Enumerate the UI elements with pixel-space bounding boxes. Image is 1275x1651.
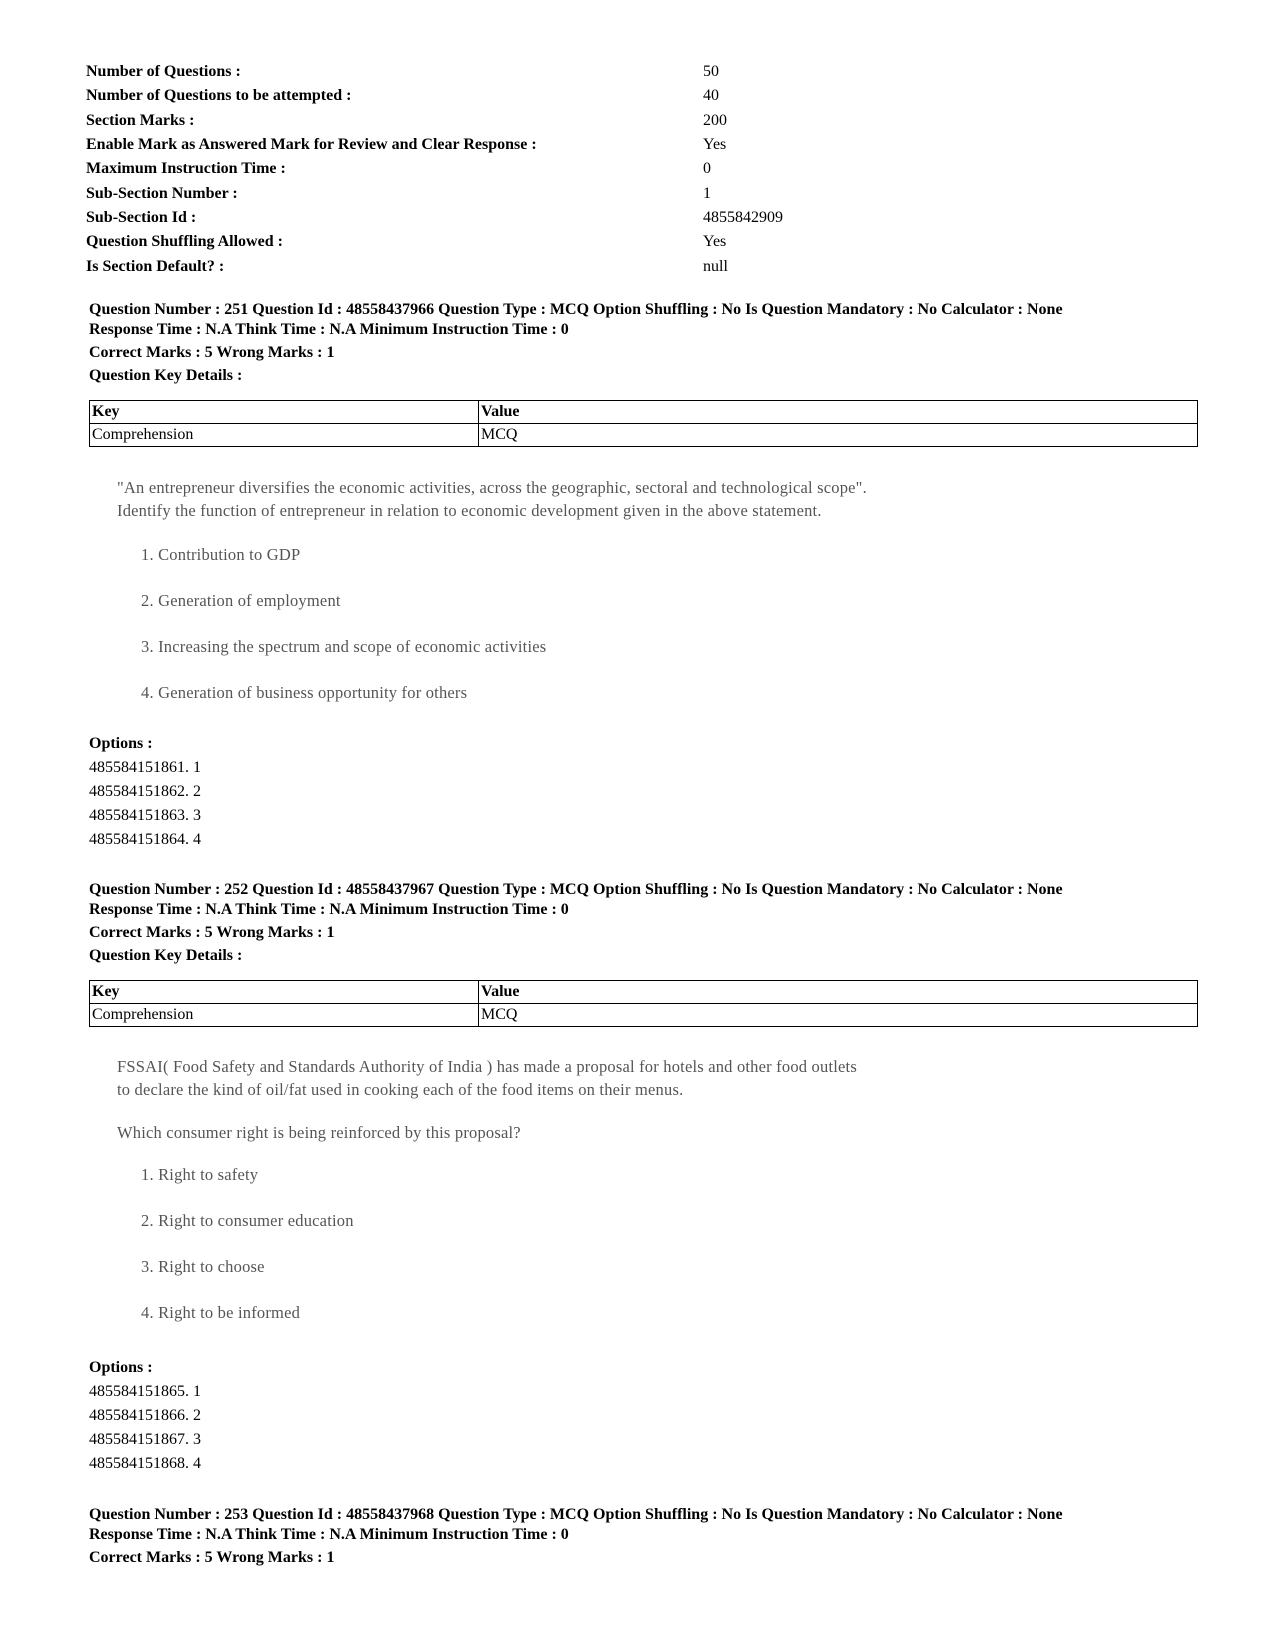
question-prompt: Which consumer right is being reinforced by this proposal?	[117, 1123, 521, 1142]
question-statement-line: FSSAI( Food Safety and Standards Authority of India ) has made a proposal for hotels and other food outlets	[117, 1057, 857, 1076]
question-info-line: Question Number : 253 Question Id : 48558437968 Question Type : MCQ Option Shuffling : No Is Question Mandatory : No Calculator : None	[89, 1506, 1063, 1523]
key-table-header-row	[90, 401, 1198, 424]
question-marks: Correct Marks : 5 Wrong Marks : 1	[89, 1549, 335, 1566]
meta-key: Maximum Instruction Time :	[86, 160, 286, 178]
meta-value: null	[703, 257, 728, 275]
meta-key: Sub-Section Number :	[86, 184, 238, 202]
key-header: Key	[90, 401, 479, 424]
question-header	[89, 880, 1209, 966]
question-choice: 3. Right to choose	[141, 1257, 265, 1276]
meta-value: 0	[703, 160, 711, 178]
question-info-line: Question Number : 251 Question Id : 48558437966 Question Type : MCQ Option Shuffling : No Is Question Mandatory : No Calculator : None	[89, 301, 1063, 318]
question-choice: 4. Right to be informed	[141, 1303, 301, 1322]
options-label: Options :	[89, 1359, 153, 1376]
option-item: 485584151866. 2	[89, 1407, 201, 1424]
option-item: 485584151862. 2	[89, 783, 201, 800]
meta-key: Section Marks :	[86, 111, 195, 129]
meta-value: 200	[703, 111, 727, 129]
option-item: 485584151863. 3	[89, 807, 201, 824]
meta-value: 50	[703, 63, 719, 81]
question-info-line: Question Number : 252 Question Id : 48558437967 Question Type : MCQ Option Shuffling : No Is Question Mandatory : No Calculator : None	[89, 881, 1063, 898]
meta-row	[86, 133, 846, 157]
question-marks: Correct Marks : 5 Wrong Marks : 1	[89, 344, 335, 361]
key-cell: Comprehension	[90, 424, 479, 447]
meta-value: Yes	[703, 136, 727, 154]
question-choice: 4. Generation of business opportunity for others	[141, 683, 468, 702]
options-list	[89, 732, 201, 852]
question-statement-line: to declare the kind of oil/fat used in cooking each of the food items on their menus.	[117, 1080, 684, 1099]
question-choice: 1. Contribution to GDP	[141, 545, 301, 564]
section-meta-table	[86, 60, 846, 279]
key-header: Key	[90, 981, 479, 1004]
question-marks: Correct Marks : 5 Wrong Marks : 1	[89, 924, 335, 941]
option-item: 485584151865. 1	[89, 1383, 201, 1400]
question-key-details-label: Question Key Details :	[89, 367, 243, 384]
question-timing-line: Response Time : N.A Think Time : N.A Minimum Instruction Time : 0	[89, 1526, 569, 1543]
option-item: 485584151864. 4	[89, 831, 201, 848]
value-cell: MCQ	[479, 424, 1198, 447]
meta-value: Yes	[703, 233, 727, 251]
meta-row	[86, 84, 846, 108]
options-list	[89, 1356, 201, 1476]
meta-key: Question Shuffling Allowed :	[86, 233, 283, 251]
question-choice: 3. Increasing the spectrum and scope of economic activities	[141, 637, 547, 656]
question-timing-line: Response Time : N.A Think Time : N.A Minimum Instruction Time : 0	[89, 901, 569, 918]
meta-value: 40	[703, 87, 719, 105]
question-statement-line: Identify the function of entrepreneur in relation to economic development given in the above statement.	[117, 501, 822, 520]
key-table-row	[90, 424, 1198, 447]
meta-row	[86, 157, 846, 181]
question-key-table	[89, 980, 1198, 1027]
meta-key: Number of Questions :	[86, 63, 241, 81]
key-cell: Comprehension	[90, 1004, 479, 1027]
value-header: Value	[479, 401, 1198, 424]
key-table-header-row	[90, 981, 1198, 1004]
meta-key: Enable Mark as Answered Mark for Review and Clear Response :	[86, 136, 537, 154]
question-header	[89, 1505, 1209, 1568]
question-key-details-label: Question Key Details :	[89, 947, 243, 964]
meta-key: Number of Questions to be attempted :	[86, 87, 352, 105]
meta-value: 1	[703, 184, 711, 202]
option-item: 485584151861. 1	[89, 759, 201, 776]
value-header: Value	[479, 981, 1198, 1004]
meta-value: 4855842909	[703, 208, 783, 226]
question-key-table	[89, 400, 1198, 447]
key-table-row	[90, 1004, 1198, 1027]
meta-row	[86, 230, 846, 254]
meta-row	[86, 254, 846, 278]
option-item: 485584151867. 3	[89, 1431, 201, 1448]
meta-row	[86, 109, 846, 133]
meta-row	[86, 60, 846, 84]
question-choice: 2. Generation of employment	[141, 591, 341, 610]
question-choice: 1. Right to safety	[141, 1165, 259, 1184]
option-item: 485584151868. 4	[89, 1455, 201, 1472]
question-body	[117, 1055, 1017, 1336]
value-cell: MCQ	[479, 1004, 1198, 1027]
question-choice: 2. Right to consumer education	[141, 1211, 354, 1230]
meta-row	[86, 206, 846, 230]
question-body	[117, 476, 1017, 716]
question-statement-line: "An entrepreneur diversifies the economic activities, across the geographic, sectoral and technological scope".	[117, 478, 867, 497]
question-timing-line: Response Time : N.A Think Time : N.A Minimum Instruction Time : 0	[89, 321, 569, 338]
question-header	[89, 300, 1209, 386]
meta-key: Is Section Default? :	[86, 257, 225, 275]
meta-key: Sub-Section Id :	[86, 208, 197, 226]
options-label: Options :	[89, 735, 153, 752]
meta-row	[86, 181, 846, 205]
